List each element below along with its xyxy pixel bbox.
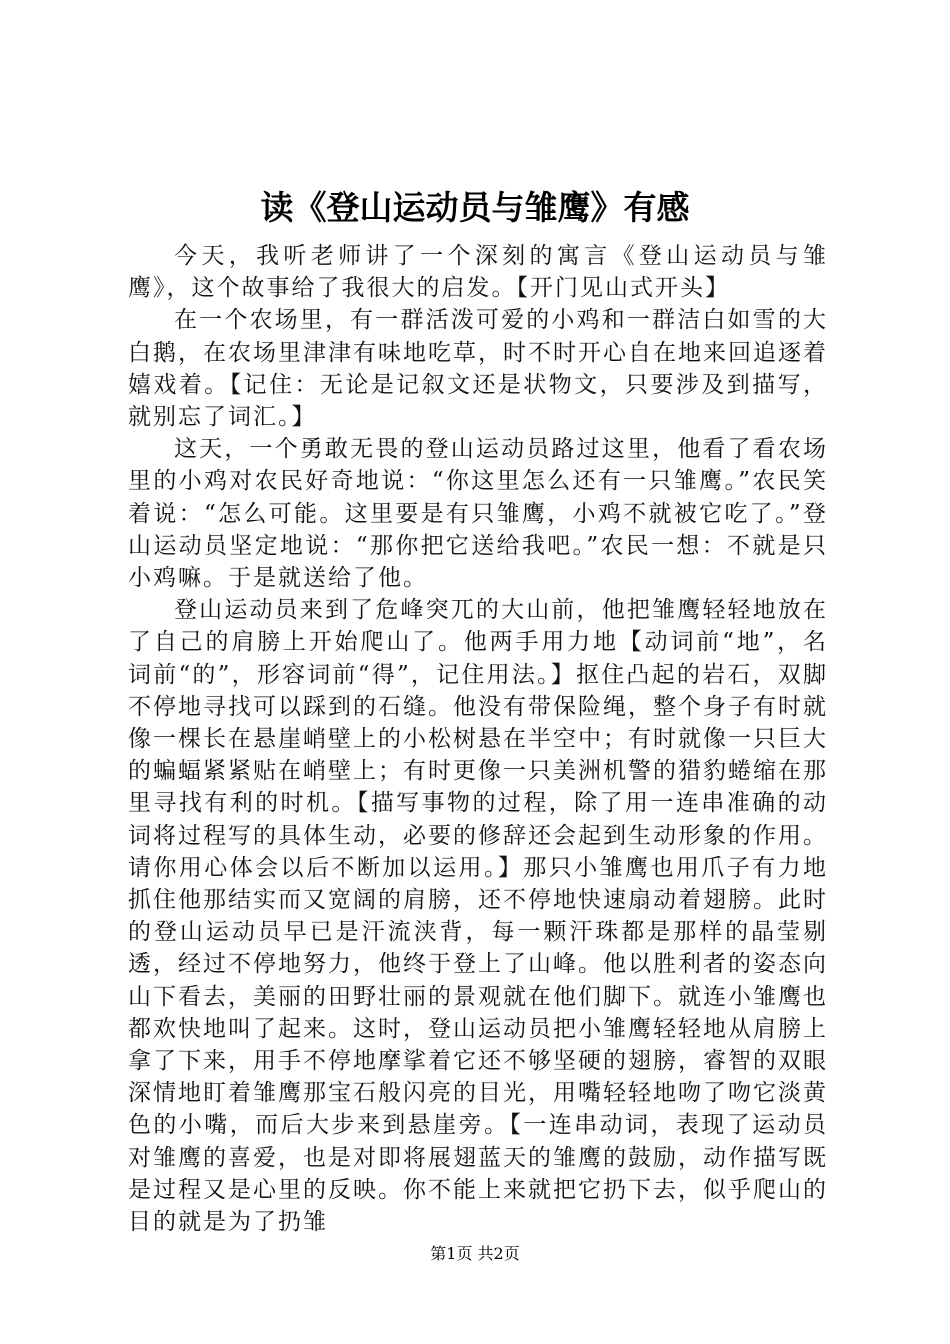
paragraph-farm: 在一个农场里，有一群活泼可爱的小鸡和一群洁白如雪的大白鹅，在农场里津津有味地吃草，时不时开心自在地来回追逐着嬉戏着。【记住：无论是记叙文还是状物文，只要涉及到描写，就别忘了词汇。】 [128, 307, 828, 431]
document-body [128, 240, 828, 1238]
paragraph-climber-visit: 这天，一个勇敢无畏的登山运动员路过这里，他看了看农场里的小鸡对农民好奇地说：“你这里怎么还有一只雏鹰。”农民笑着说：“怎么可能。这里要是有只雏鹰，小鸡不就被它吃了。”登山运动员坚定地说：“那你把它送给我吧。”农民一想：不就是只小鸡嘛。于是就送给了他。 [128, 436, 828, 592]
page-number: 第1页 共2页 [430, 1244, 520, 1263]
paragraph-intro: 今天，我听老师讲了一个深刻的寓言《登山运动员与雏鹰》，这个故事给了我很大的启发。【开门见山式开头】 [128, 243, 828, 302]
document-title: 读《登山运动员与雏鹰》有感 [260, 188, 690, 227]
paragraph-climb: 登山运动员来到了危峰突兀的大山前，他把雏鹰轻轻地放在了自己的肩膀上开始爬山了。他两手用力地【动词前“地”，名词前“的”，形容词前“得”，记住用法。】抠住凸起的岩石，双脚不停地寻找可以踩到的石缝。他没有带保险绳，整个身子有时就像一棵长在悬崖峭壁上的小松树悬在半空中；有时就像一只巨大的蝙蝠紧紧贴在峭壁上；有时更像一只美洲机警的猎豹蜷缩在那里寻找有利的时机。【描写事物的过程，除了用一连串准确的动词将过程写的具体生动，必要的修辞还会起到生动形象的作用。请你用心体会以后不断加以运用。】那只小雏鹰也用爪子有力地抓住他那结实而又宽阔的肩膀，还不停地快速扇动着翅膀。此时的登山运动员早已是汗流浃背，每一颗汗珠都是那样的晶莹剔透，经过不停地努力，他终于登上了山峰。他以胜利者的姿态向山下看去，美丽的田野壮丽的景观就在他们脚下。就连小雏鹰也都欢快地叫了起来。这时，登山运动员把小雏鹰轻轻地从肩膀上拿了下来，用手不停地摩挲着它还不够坚硬的翅膀，睿智的双眼深情地盯着雏鹰那宝石般闪亮的目光，用嘴轻轻地吻了吻它淡黄色的小嘴，而后大步来到悬崖旁。【一连串动词，表现了运动员对雏鹰的喜爱，也是对即将展翅蓝天的雏鹰的鼓励，动作描写既是过程又是心里的反映。你不能上来就把它扔下去，似乎爬山的目的就是为了扔雏 [128, 597, 828, 1236]
